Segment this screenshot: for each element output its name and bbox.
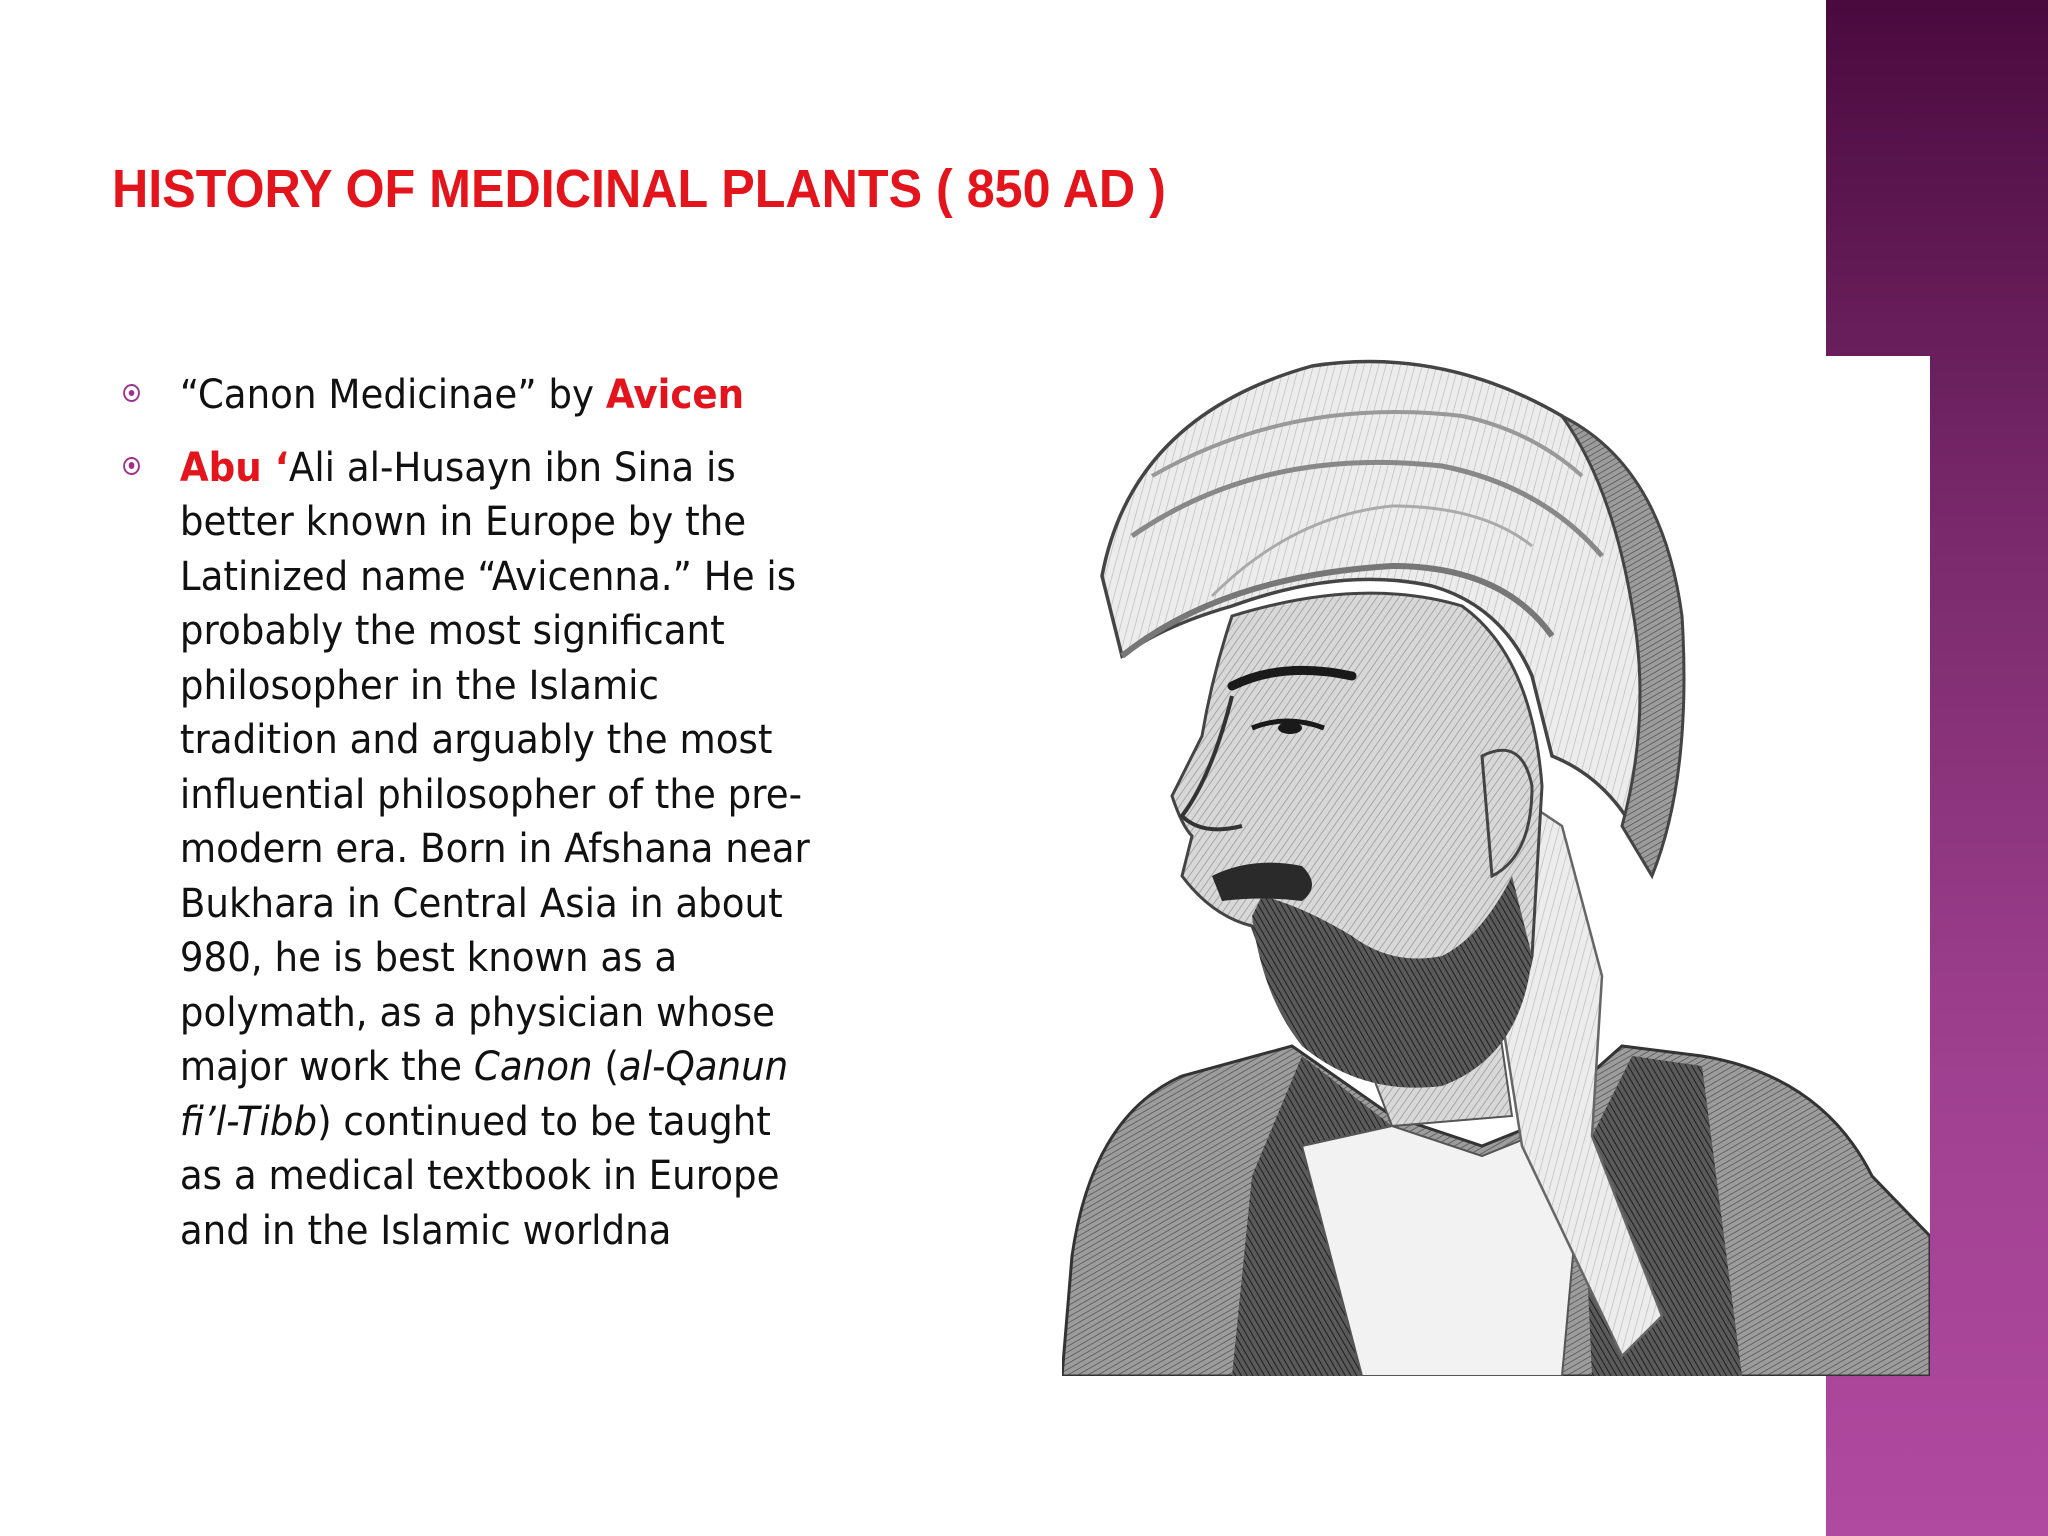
circled-dot-bullet-icon: [123, 384, 140, 402]
bullet-list: [112, 368, 872, 1276]
biography-text-3: ) continued to be taught as a medical textbook in Europe and in the Islamic worldna: [179, 1098, 780, 1254]
biography-text-1: Ali al-Husayn ibn Sina is better known in Europe by the Latinized name “Avicenna.” He is probably the most significant philosopher in the Islamic tradition and arguably the most influential philosopher of the pre-modern era. Born in Afshana near Bukhara in Central Asia in about 980, he is best known as a polymath, as a physician whose major work the: [179, 444, 810, 1090]
bullet-intro-text: “Canon Medicinae” by: [179, 372, 606, 418]
avicenna-portrait-image: [1062, 356, 1930, 1376]
bullet-item-canon: [112, 368, 819, 423]
circled-dot-bullet-icon: [123, 457, 140, 475]
book-title-arabic: al-Qanun fi’l-Tibb: [179, 1044, 789, 1145]
slide-title: HISTORY OF MEDICINAL PLANTS ( 850 AD ): [112, 159, 1166, 219]
portrait-illustration: [1062, 356, 1930, 1376]
author-highlight: Avicen: [605, 372, 745, 418]
bullet-item-biography: [112, 441, 819, 1259]
book-title-canon: Canon: [473, 1044, 593, 1090]
name-highlight: Abu ‘: [179, 444, 289, 491]
biography-text-2: (: [592, 1044, 619, 1090]
